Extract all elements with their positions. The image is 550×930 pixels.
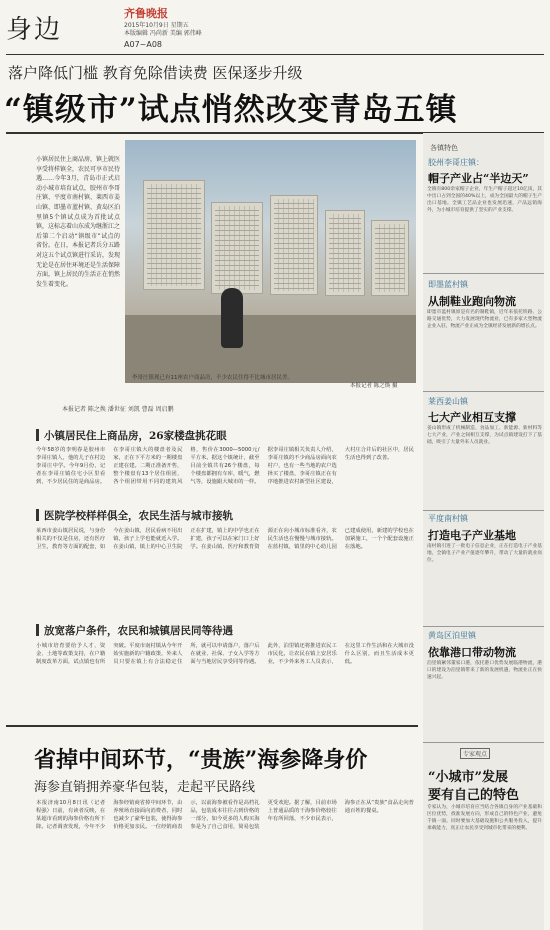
building	[325, 210, 365, 296]
sidebar-town-text: 即墨市蓝村镇原是有名的制鞋镇，近年来依托铁路、公路交通优势，大力发展现代物流业，已有多家大型物流企业入驻，物流产业正成为全镇经济发展新的增长点。	[427, 310, 542, 329]
editor-credits: 本版编辑 冯尚新 美编 郭伟峰	[124, 30, 202, 37]
sidebar-town-text: 姜山镇形成了机械制造、食品加工、新能源、新材料等七大产业，产业之间相互支撑，为试点镇建设打下了基础，吸引了大量外来人员就业。	[427, 426, 542, 445]
sidebar-town-head: 七大产业相互支撑	[428, 411, 516, 424]
building	[143, 180, 205, 290]
issue-date: 2015年10月9日 星期五	[124, 22, 189, 29]
sidebar-town-text: 泊里镇紧邻董家口港，依托港口优势发展临港物流，港口的建设为泊里镇带来了新的发展机遇，物流业正在快速兴起。	[427, 661, 542, 680]
sidebar-town-city: 黄岛区泊里镇	[428, 631, 476, 640]
section-2-title: 医院学校样样俱全，农民生活与城市接轨	[44, 510, 233, 522]
sidebar-divider	[423, 510, 544, 511]
header-rule	[6, 54, 544, 55]
review-head-line2: 要有自己的特色	[428, 788, 520, 803]
road	[125, 315, 416, 383]
reporters-2: 曹磊 周启鹏	[141, 406, 174, 413]
building	[371, 220, 409, 296]
story2-headline: 省掉中间环节，“贵族”海参降身价	[34, 747, 368, 773]
section-title: 身边	[6, 15, 63, 45]
sidebar-divider	[423, 626, 544, 627]
sidebar-town-city: 即墨蓝村镇	[428, 280, 468, 289]
sidebar-divider	[423, 273, 544, 274]
section-1-text: 今年58岁的李明春是胶州市李哥庄镇人，他的儿子在村边李哥庄中学。今年9月份，记者在李哥庄镇住宅小区里看到，不少居民住的是商品房。在李哥庄镇大的楼盘者及民家，正在下平方米的一期楼盘正建在建。二期正准备开售，整个楼盘有13个居住组团，各个组团带用不同的建筑风格，售价在3000—5000元/平方米。据这个镇统计，截至目前全镇共有26个楼盘，每个楼盘都拥有车库，暖气，燃气等，设施跟大城市的一样。据李哥庄镇相关负责人介绍，李哥庄镇的不少商品房面向农村户，也有一些当地的农户选择买了楼盘，李哥庄镇正在有序地推进农村新型社区建设，大村庄合并后的社区中，居民生活也得到了改善。	[36, 447, 414, 486]
story2-subhead: 海参直销拥养豪华包装，走起平民路线	[34, 780, 256, 795]
story2-top-rule	[6, 725, 418, 727]
section-marker	[36, 624, 39, 636]
sidebar-town-city: 莱西姜山镇	[428, 397, 468, 406]
sidebar-town-head: 依靠港口带动物流	[428, 646, 516, 659]
sidebar-town-head: 帽子产业占“半边天”	[428, 172, 529, 185]
section-marker	[36, 429, 39, 441]
sidebar-town-text: 南村镇引进了一批电子信息企业，正在打造电子产业基地，全镇电子产业产值逐年攀升，带动了大量的就业岗位。	[427, 544, 542, 563]
reporters: 本报记者 陈之焕 潘世征 刘凯	[62, 406, 140, 413]
section-1-title: 小镇居民住上商品房，26家楼盘挑花眼	[44, 430, 227, 442]
section-3-text: 小城市培育要给予人才、资金、土地等政策支持，在户籍制度改革方面，试点镇也有所突破。平度市南村镇从今年开始实施新的户籍政策，外来人员只要在镇上有合法稳定住所，就可以申请落户，落户后在就业、社保、子女入学等方面与当地居民享受同等待遇。此外，泊里镇还将推进农民工市民化，让农民在镇上安居乐业，不少外来务工人员表示，在这里工作生活和在大城市没什么区别，而且生活成本更低。	[36, 643, 414, 666]
photo-caption: 李哥庄镇现已有11座农户商品房，不少农民住得不比城市居民差。	[132, 375, 294, 381]
headline-kicker: 落户降低门槛 教育免除借读费 医保逐步升级	[8, 64, 303, 82]
sidebar-town-text: 全镇有800余家帽子企业，年生产帽子超过10亿顶，其中出口占到全国的40%以上，成为全国最大的帽子生产出口基地。全镇工艺品企业也发展迅速，产品远销海外，为小城市培育提供了坚实的产业支撑。	[427, 187, 542, 213]
story2-text: 本报济南10月8日讯（记者 程强）日前，有读者反映，在某超市看到的海参价格有所下降。记者调查发现，今年不少海参经销商省掉中间环节，由养殖场直接面向消费者，同时也减少了豪华包装，使得海参价格更加亲民。一位经销商表示，以前海参被看作是高档礼品，包装成本往往占到价格的一部分，如今更多的人购买海参是为了自己食用，简易包装更受欢迎。据了解，目前市场上普通品质的干海参价格较往年有所回落，不少市民表示，海参正在从“贵族”食品走向普通百姓的餐桌。	[36, 800, 414, 831]
sidebar-divider	[423, 742, 544, 743]
sidebar-town-head: 打造电子产业基地	[428, 529, 516, 542]
review-head-line1: “小城市”发展	[428, 770, 508, 785]
lead-paragraph: 小镇居民住上商品房，镇上就医享受将样镇全，农民可享市民待遇……今年3月，青岛市正式启动小城市培育试点，胶州市李哥庄镇、平度市南村镇、莱西市姜山镇、即墨市蓝村镇、黄岛区泊里镇5个镇试点成为首批试点镇，这标志着山东成为继浙江之后第二个启动“镇级市”试点的省份。在日，本报记者兵分五路对这五个试点镇进行采访，发现无论是在居住环境还是生活保障方面，镇上居民的生活正在悄然发生着变化。	[36, 156, 120, 288]
headline-main: “镇级市”试点悄然改变青岛五镇	[4, 92, 458, 128]
section-marker	[36, 509, 39, 521]
building	[211, 202, 263, 294]
review-text: 专家认为，小城市培育应当结合各镇自身的产业基础和区位优势，找准发展方向，形成自己的特色产业，避免千镇一面。同时要加大基础设施和公共服务投入，提升承载能力，真正让农民享受到城市化带来的便利。	[427, 805, 542, 831]
reporter-byline	[62, 404, 174, 413]
sidebar-town-city: 胶州李哥庄镇：	[428, 158, 484, 167]
sidebar-town-head: 从制鞋业跑向物流	[428, 295, 516, 308]
pedestrian-figure	[221, 288, 243, 348]
masthead-logo: 齐鲁晚报	[124, 7, 168, 20]
page-range: A07~A08	[124, 40, 163, 49]
building	[270, 195, 318, 295]
photo-credit: 本报记者 陈之焕 摄	[350, 383, 398, 389]
sidebar-divider	[423, 391, 544, 392]
lead-photo	[125, 140, 416, 383]
sidebar-label: 各镇特色	[430, 144, 458, 152]
section-3-title: 放宽落户条件，农民和城镇居民同等待遇	[44, 625, 233, 637]
section-2-text: 莱西市姜山镇居民说，与身份相关的不仅是住房，还有医疗卫生，教育等方面的配套，如今在姜山镇，居民看病不用出镇，孩子上学也能就近入学。在姜山镇，镇上的中心卫生院正在扩建，镇上的中学也正在扩建，孩子可以在家门口上好学。在姜山镇，医疗和教育资源正在向小城市标准看齐，农民生活也在慢慢与城市接轨。在蓝村镇，镇里的中心幼儿园已建成使用，新建的学校也在加紧施工，一个个配套设施正在落地。	[36, 528, 414, 551]
review-label: 专家观点	[460, 748, 490, 759]
sidebar-town-city: 平度南村镇	[428, 514, 468, 523]
